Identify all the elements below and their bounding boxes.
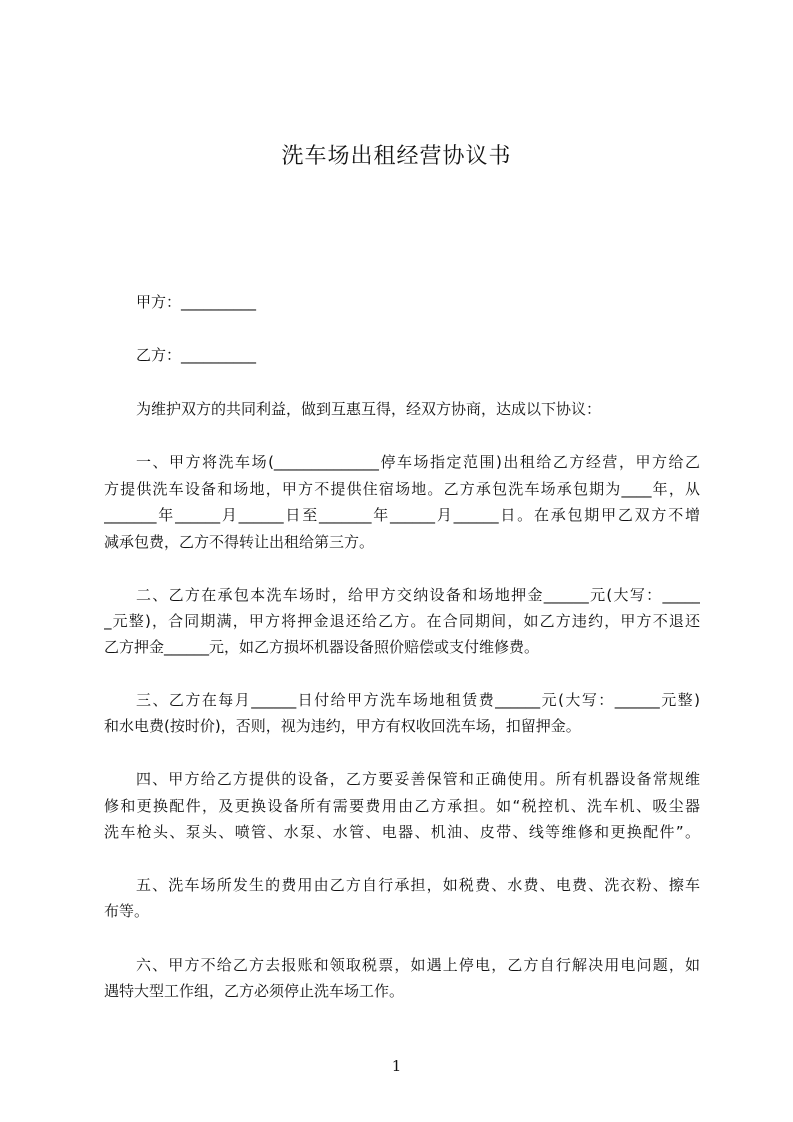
clause-4-line-3: 洗车枪头、泵头、喷管、水泵、水管、电器、机油、皮带、线等维修和更换配件”。 [104,823,700,841]
clause-3-line-2: 和水电费(按时价)，否则，视为违约，甲方有权收回洗车场，扣留押金。 [104,717,581,735]
intro-paragraph: 为维护双方的共同利益，做到互惠互得，经双方协商，达成以下协议： [136,400,602,418]
clause-6-line-1: 六、甲方不给乙方去报账和领取税票，如遇上停电，乙方自行解决用电问题，如 [136,956,700,974]
clause-5-line-2: 布等。 [104,902,150,920]
clause-5-line-1: 五、洗车场所发生的费用由乙方自行承担，如税费、水费、电费、洗衣粉、擦车 [136,876,700,894]
clause-1-line-4: 减承包费，乙方不得转让出租给第三方。 [104,533,375,551]
clause-1-line-1: 一、甲方将洗车场(______________停车场指定范围)出租给乙方经营，甲方给乙 [136,453,700,471]
clause-2-line-3: 乙方押金______元，如乙方损坏机器设备照价赔偿或支付维修费。 [104,638,540,656]
clause-1-line-3: _______年______月______日至_______年______月______日。在承包期甲乙双方不增 [104,506,700,524]
party-b-line: 乙方：__________ [136,346,257,364]
party-a-line: 甲方：__________ [136,293,257,311]
clause-6-line-2: 遇特大型工作组，乙方必须停止洗车场工作。 [104,982,405,1000]
clause-2-line-2: _元整)，合同期满，甲方将押金退还给乙方。在合同期间，如乙方违约，甲方不退还 [104,612,700,630]
clause-2-line-1: 二、乙方在承包本洗车场时，给甲方交纳设备和场地押金______元(大写：_____ [136,586,700,604]
clause-4-line-2: 修和更换配件，及更换设备所有需要费用由乙方承担。如“税控机、洗车机、吸尘器 [104,797,700,815]
clause-3-line-1: 三、乙方在每月______日付给甲方洗车场地租赁费______元(大写：______元整) [136,691,700,709]
clause-1-line-2: 方提供洗车设备和场地，甲方不提供住宿场地。乙方承包洗车场承包期为____年，从 [104,480,700,498]
document-title: 洗车场出租经营协议书 [281,144,512,169]
page-number: 1 [391,1057,402,1075]
clause-4-line-1: 四、甲方给乙方提供的设备，乙方要妥善保管和正确使用。所有机器设备常规维 [136,770,700,788]
